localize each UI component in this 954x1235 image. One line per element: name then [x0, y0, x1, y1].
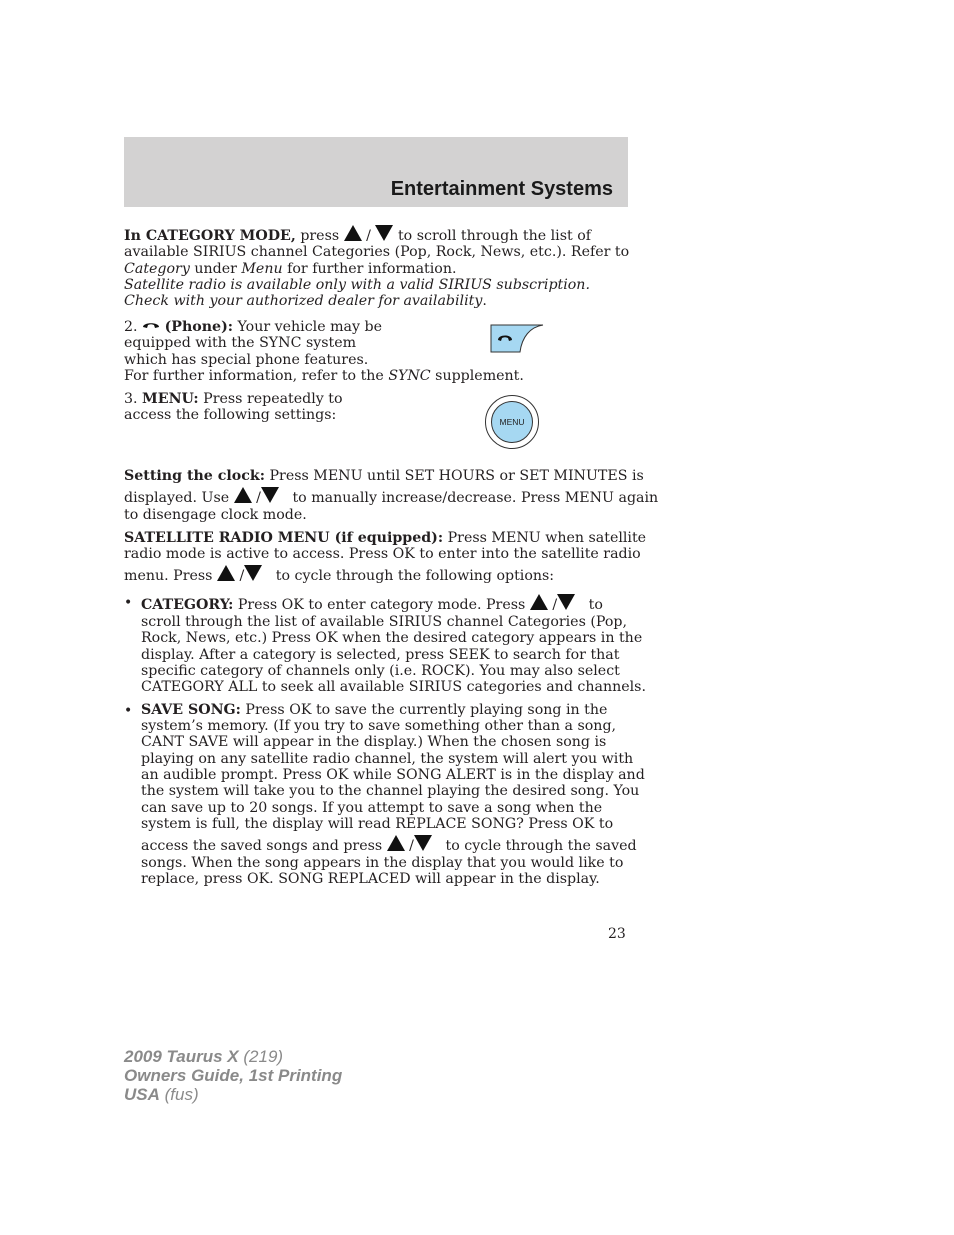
down-arrow-icon	[375, 225, 393, 241]
bullet-save-line: an audible prompt. Press OK while SONG ALERT is in the display and	[141, 767, 645, 783]
bullet-category-line: CATEGORY ALL to seek all available SIRIUS categories and channels.	[141, 679, 646, 695]
footer-model-line: 2009 Taurus X (219)	[124, 1047, 284, 1066]
footer-guide-line: Owners Guide, 1st Printing	[124, 1066, 343, 1085]
bullet-save-line: playing on any satellite radio channel, the system will alert you with	[141, 751, 634, 767]
down-arrow-icon	[244, 565, 262, 581]
clock-line2: displayed. Use / to manually increase/decrease. Press MENU again	[124, 487, 658, 507]
bullet-save-line: CANT SAVE will appear in the display.) When the chosen song is	[141, 734, 607, 750]
document-footer	[124, 1047, 342, 1104]
bullet-save-line-arrows: access the saved songs and press / to cycle through the saved	[141, 835, 637, 855]
up-arrow-icon	[217, 565, 235, 581]
bullet-category-line: specific category of channels only (i.e. ROCK). You may also select	[141, 663, 620, 679]
bullet-save-line: songs. When the song appears in the display that you would like to	[141, 855, 624, 871]
up-arrow-icon	[344, 225, 362, 241]
sirius-note-line2: Check with your authorized dealer for availability.	[124, 293, 487, 309]
phone-item-line2: equipped with the SYNC system	[124, 335, 357, 351]
menu-item-line2: access the following settings:	[124, 407, 337, 423]
bullet-category-line: scroll through the list of available SIRIUS channel Categories (Pop,	[141, 614, 628, 630]
bullet-category-line: Rock, News, etc.) Press OK when the desired category appears in the	[141, 630, 643, 646]
up-arrow-icon	[234, 487, 252, 503]
bullet-category-line1: CATEGORY: Press OK to enter category mode. Press / to	[141, 594, 603, 614]
footer-market-line: USA (fus)	[124, 1085, 199, 1104]
sirius-note-line1: Satellite radio is available only with a valid SIRIUS subscription.	[124, 277, 590, 293]
category-mode-line2: available SIRIUS channel Categories (Pop, Rock, News, etc.). Refer to	[124, 244, 630, 260]
category-mode-line3: Category under Menu for further information.	[124, 261, 457, 277]
menu-item-line1: 3. MENU: Press repeatedly to	[124, 391, 343, 407]
phone-item-line3: which has special phone features.	[124, 352, 369, 368]
section-title: Entertainment Systems	[390, 178, 613, 200]
down-arrow-icon	[557, 594, 575, 610]
bullet-save-line: can save up to 20 songs. If you attempt to save a song when the	[141, 800, 603, 816]
clock-line1: Setting the clock: Press MENU until SET HOURS or SET MINUTES is	[124, 468, 644, 484]
satmenu-line2: radio mode is active to access. Press OK to enter into the satellite radio	[124, 546, 641, 562]
up-arrow-icon	[387, 835, 405, 851]
bullet-save-marker: •	[124, 703, 133, 719]
up-arrow-icon	[530, 594, 548, 610]
bullet-save-line: replace, press OK. SONG REPLACED will appear in the display.	[141, 871, 600, 887]
section-header-band	[124, 137, 628, 207]
menu-button-illustration	[485, 395, 539, 449]
category-mode-line1: In CATEGORY MODE, press / to scroll through the list of	[124, 225, 591, 245]
page-number: 23	[608, 926, 626, 942]
down-arrow-icon	[414, 835, 432, 851]
phone-button-illustration	[490, 323, 544, 353]
satmenu-line1: SATELLITE RADIO MENU (if equipped): Press MENU when satellite	[124, 530, 647, 546]
bullet-category-line: display. After a category is selected, press SEEK to search for that	[141, 647, 620, 663]
clock-line3: to disengage clock mode.	[124, 507, 307, 523]
satmenu-line3: menu. Press / to cycle through the following options:	[124, 565, 554, 585]
bullet-save-line: system is full, the display will read REPLACE SONG? Press OK to	[141, 816, 614, 832]
phone-icon	[142, 318, 160, 335]
down-arrow-icon	[261, 487, 279, 503]
phone-item-line1: 2. (Phone): Your vehicle may be	[124, 319, 383, 335]
menu-button-label: MENU	[491, 401, 533, 443]
bullet-save-line: system’s memory. (If you try to save something other than a song,	[141, 718, 617, 734]
bullet-save-line1: SAVE SONG: Press OK to save the currently playing song in the	[141, 702, 608, 718]
phone-item-line4: For further information, refer to the SYNC supplement.	[124, 368, 524, 384]
bullet-save-line: the system will take you to the channel playing the desired song. You	[141, 783, 640, 799]
bullet-category-marker: •	[124, 595, 133, 611]
